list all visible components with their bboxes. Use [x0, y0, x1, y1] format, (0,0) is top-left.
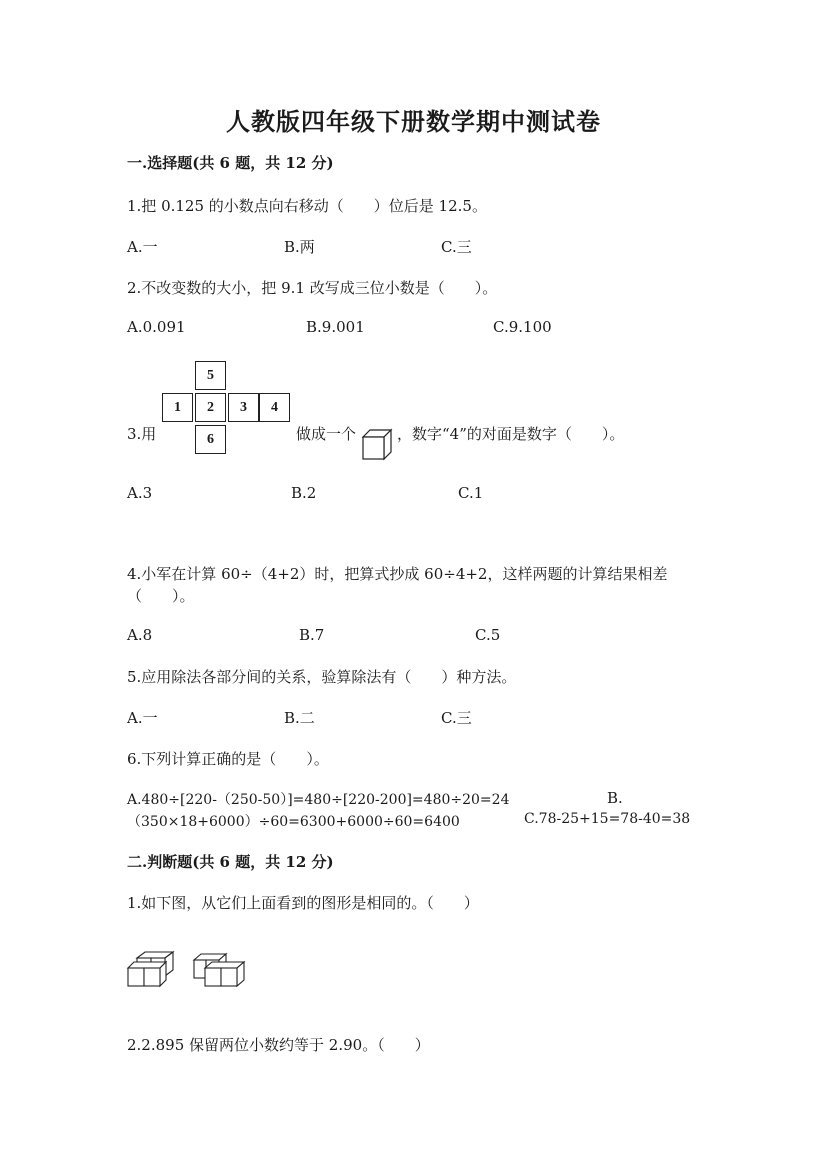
q5-option-c: C.三	[441, 709, 472, 727]
q1-option-b: B.两	[284, 238, 315, 256]
q2-option-c: C.9.100	[493, 318, 552, 336]
question-1: 1.把 0.125 的小数点向右移动（ ）位后是 12.5。	[127, 197, 487, 215]
q6-option-b: （350×18+6000）÷60=6300+6000÷60=6400	[127, 814, 460, 830]
judgment-question-1: 1.如下图，从它们上面看到的图形是相同的。（ ）	[127, 894, 479, 912]
question-4-line1: 4.小军在计算 60÷（4+2）时，把算式抄成 60÷4+2，这样两题的计算结果相差	[127, 565, 668, 583]
question-6: 6.下列计算正确的是（ ）。	[127, 750, 329, 768]
judgment-question-2: 2.2.895 保留两位小数约等于 2.90。（ ）	[127, 1036, 430, 1054]
q6-option-b-label: B.	[607, 789, 623, 807]
q5-option-a: A.一	[127, 709, 158, 727]
question-2: 2.不改变数的大小，把 9.1 改写成三位小数是（ ）。	[127, 279, 498, 297]
q4-option-b: B.7	[299, 626, 325, 644]
net-cell-top: 5	[195, 361, 226, 390]
question-3-mid: 做成一个	[296, 425, 357, 443]
q5-option-b: B.二	[284, 709, 315, 727]
net-cell-center: 2	[195, 393, 226, 422]
question-4-line2: （ ）。	[127, 587, 195, 605]
cube-icon	[361, 427, 393, 461]
q4-option-a: A.8	[127, 626, 153, 644]
net-cell-bottom: 6	[195, 425, 226, 454]
q4-option-c: C.5	[475, 626, 501, 644]
cube-blocks-figure	[126, 950, 250, 992]
page-title: 人教版四年级下册数学期中测试卷	[226, 107, 601, 136]
question-3-suffix: ，数字“4”的对面是数字（ ）。	[397, 425, 625, 443]
question-5: 5.应用除法各部分间的关系，验算除法有（ ）种方法。	[127, 668, 517, 686]
q1-option-a: A.一	[127, 238, 158, 256]
question-3-prefix: 3.用	[127, 425, 157, 443]
q2-option-b: B.9.001	[306, 318, 365, 336]
q1-option-c: C.三	[441, 238, 472, 256]
section-heading-judgment: 二.判断题(共 6 题，共 12 分)	[127, 853, 334, 871]
net-cell-right: 3	[228, 393, 259, 422]
section-heading-choice: 一.选择题(共 6 题，共 12 分)	[127, 154, 334, 172]
q6-option-a: A.480÷[220-（250-50）]=480÷[220-200]=480÷20=24	[127, 792, 510, 808]
q6-option-c: C.78-25+15=78-40=38	[524, 811, 691, 827]
q3-option-c: C.1	[458, 484, 484, 502]
net-cell-far-right: 4	[259, 393, 290, 422]
q2-option-a: A.0.091	[127, 318, 186, 336]
q3-option-b: B.2	[291, 484, 317, 502]
q3-option-a: A.3	[127, 484, 153, 502]
net-cell-left: 1	[162, 393, 193, 422]
